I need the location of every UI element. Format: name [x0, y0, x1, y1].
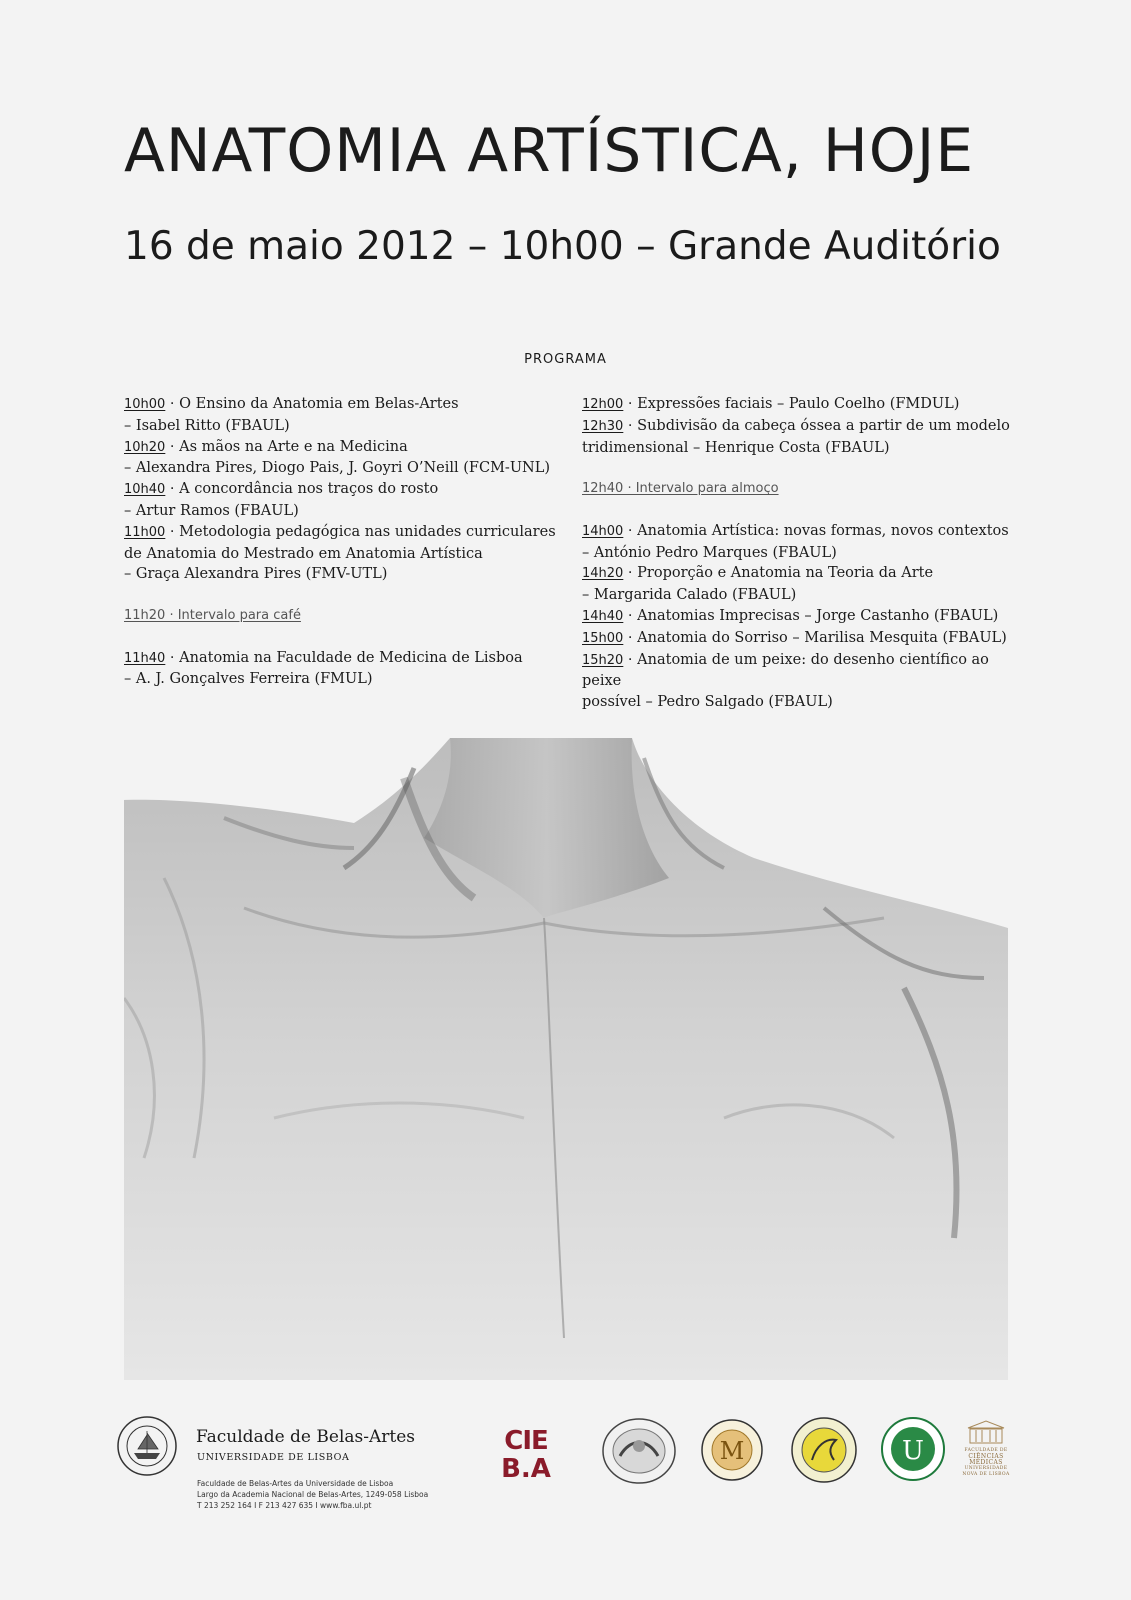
program-item-separator: · — [623, 651, 638, 668]
program-item-time: 10h40 — [124, 482, 166, 498]
program-item — [582, 394, 1022, 416]
program-item-separator: · — [623, 396, 638, 412]
program-item-time: 10h00 — [124, 397, 166, 412]
program-item-separator: · — [165, 523, 180, 540]
program-item-time: 14h40 — [582, 608, 624, 624]
program-item-line: – António Pedro Marques (FBAUL) — [582, 544, 837, 561]
program-item-time: 11h00 — [124, 524, 166, 540]
address-line: Faculdade de Belas-Artes da Universidade de Lisboa — [197, 1479, 394, 1488]
program-item — [582, 650, 1022, 693]
program-item-title: Anatomias Imprecisas – Jorge Castanho (FBAUL) — [637, 607, 999, 624]
program-break: 11h20 · Intervalo para café — [124, 607, 301, 623]
program-item — [582, 416, 1022, 438]
program-item — [582, 521, 1022, 543]
program-break: 12h40 · Intervalo para almoço — [582, 481, 779, 497]
program-item-time: 14h20 — [582, 566, 624, 582]
program-item-time: 12h30 — [582, 418, 624, 434]
program-item-separator: · — [165, 649, 180, 666]
fcm-text-line: NOVA DE LISBOA — [962, 1472, 1010, 1477]
poster-title: ANATOMIA ARTÍSTICA, HOJE — [124, 116, 975, 186]
program-item — [124, 437, 564, 459]
program-item-title: Anatomia Artística: novas formas, novos contextos — [637, 522, 1009, 539]
program-item — [124, 479, 564, 501]
program-item-separator: · — [165, 438, 180, 455]
fba-address — [197, 1478, 428, 1511]
faculdade-medicina-dentaria-seal-icon — [600, 1416, 678, 1486]
fba-university: UNIVERSIDADE DE LISBOA — [197, 1452, 350, 1463]
program-heading: PROGRAMA — [524, 352, 607, 367]
program-item-title: Expressões faciais – Paulo Coelho (FMDUL) — [637, 396, 960, 412]
universidade-seal-icon — [880, 1416, 946, 1482]
program-item — [124, 648, 564, 670]
faculdade-medicina-veterinaria-seal-icon — [790, 1416, 858, 1484]
program-column-left — [124, 394, 564, 690]
footer — [0, 1400, 1131, 1530]
program-item-title: As mãos na Arte e na Medicina — [179, 438, 408, 455]
program-item-title: Subdivisão da cabeça óssea a partir de um modelo — [637, 417, 1010, 434]
program-item-line: possível – Pedro Salgado (FBAUL) — [582, 694, 833, 711]
address-line: T 213 252 164 I F 213 427 635 I www.fba.ul.pt — [197, 1501, 372, 1510]
svg-text:U: U — [902, 1436, 924, 1466]
program-item-time: 15h20 — [582, 652, 624, 668]
program-item-title: O Ensino da Anatomia em Belas-Artes — [179, 396, 459, 412]
svg-text:B.A: B.A — [501, 1454, 551, 1482]
program-item — [582, 563, 1022, 585]
fba-seal-icon — [116, 1415, 178, 1477]
program-item-line: – Graça Alexandra Pires (FMV-UTL) — [124, 566, 388, 583]
cieba-logo-icon — [496, 1422, 556, 1482]
program-item-time: 14h00 — [582, 523, 624, 539]
faculdade-medicina-seal-icon — [700, 1418, 764, 1482]
event-date-time-venue: 16 de maio 2012 – 10h00 – Grande Auditório — [124, 224, 1001, 269]
program-item-title: Metodologia pedagógica nas unidades curriculares — [179, 523, 556, 540]
program-item-line: de Anatomia do Mestrado em Anatomia Artística — [124, 545, 483, 562]
program-item-title: Proporção e Anatomia na Teoria da Arte — [637, 565, 934, 582]
program-column-right — [582, 394, 1022, 713]
fcm-text-line: UNIVERSIDADE — [964, 1466, 1008, 1471]
program-item-title: Anatomia na Faculdade de Medicina de Lisboa — [179, 649, 523, 666]
program-item — [582, 628, 1022, 650]
program-item-separator: · — [623, 607, 638, 624]
fcm-text-line: CIÊNCIAS — [968, 1453, 1004, 1460]
program-item-separator: · — [165, 396, 180, 412]
program-item — [124, 522, 564, 544]
program-item-separator: · — [165, 481, 180, 498]
anatomy-drawing-illustration — [124, 738, 1008, 1380]
fcm-building-icon — [966, 1420, 1006, 1444]
program-item-line: – Margarida Calado (FBAUL) — [582, 587, 797, 604]
program-item-separator: · — [623, 565, 638, 582]
program-item-line: – Alexandra Pires, Diogo Pais, J. Goyri O’Neill (FCM-UNL) — [124, 460, 551, 477]
program-item — [582, 606, 1022, 628]
program-item-title: Anatomia do Sorriso – Marilisa Mesquita (FBAUL) — [637, 629, 1007, 646]
address-line: Largo da Academia Nacional de Belas-Artes, 1249-058 Lisboa — [197, 1490, 429, 1499]
program-item-title: A concordância nos traços do rosto — [179, 481, 439, 498]
cieba-logo-text: CIE — [504, 1426, 548, 1456]
program-item-line: tridimensional – Henrique Costa (FBAUL) — [582, 439, 890, 456]
fcm-text-line: MÉDICAS — [969, 1459, 1003, 1466]
program-item-time: 15h00 — [582, 630, 624, 646]
program-item-time: 10h20 — [124, 439, 166, 455]
program-item-line: – A. J. Gonçalves Ferreira (FMUL) — [124, 671, 373, 688]
fba-name: Faculdade de Belas-Artes — [196, 1427, 416, 1447]
faculdade-ciencias-medicas-logo-icon — [962, 1420, 1010, 1486]
program-item-title: Anatomia de um peixe: do desenho científico ao peixe — [582, 651, 989, 690]
svg-text:M: M — [719, 1437, 745, 1465]
program-item-line: – Isabel Ritto (FBAUL) — [124, 417, 290, 434]
program-item — [124, 394, 564, 416]
program-item-time: 12h00 — [582, 397, 624, 412]
program-item-separator: · — [623, 522, 638, 539]
program-item-line: – Artur Ramos (FBAUL) — [124, 502, 299, 519]
program-item-time: 11h40 — [124, 650, 166, 666]
program-item-separator: · — [623, 417, 638, 434]
program-item-separator: · — [623, 629, 638, 646]
fcm-text-line: FACULDADE DE — [964, 1448, 1008, 1453]
